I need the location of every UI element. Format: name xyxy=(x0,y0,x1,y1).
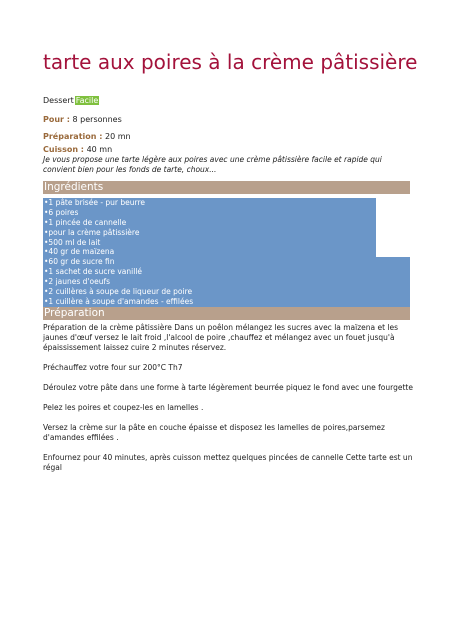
ingredient-item: •1 sachet de sucre vanillé xyxy=(43,267,410,277)
ingredients-heading: Ingrédients xyxy=(43,181,410,194)
ingredient-item: •2 cuillères à soupe de liqueur de poire xyxy=(43,287,410,297)
preparation-heading: Préparation xyxy=(43,307,410,320)
preparation-step: Préparation de la crème pâtissière Dans un poêlon mélangez les sucres avec la maïzena et les jaunes d'œuf versez le lait froid ,l'alcool de poire ,chauffez et mélangez avec un fouet jusqu'à épaississement laissez cuire 2 minutes réservez. xyxy=(43,323,399,352)
preparation-step: Versez la crème sur la pâte en couche épaisse et disposez les lamelles de poires,parsemez d'amandes effilées . xyxy=(43,423,385,442)
ingredients-list xyxy=(43,198,410,307)
preparation-step: Pelez les poires et coupez-les en lamelles . xyxy=(43,403,204,412)
ingredient-item: •pour la crème pâtissière xyxy=(43,228,376,238)
cook-time-line xyxy=(43,145,112,154)
cook-time-label: Cuisson : xyxy=(43,145,85,154)
preparation-step: Déroulez votre pâte dans une forme à tarte légèrement beurrée piquez le fond avec une fourgette xyxy=(43,383,413,392)
preparation-step: Enfournez pour 40 minutes, après cuisson mettez quelques pincées de cannelle Cette tarte est un régal xyxy=(43,453,413,472)
recipe-intro: Je vous propose une tarte légère aux poires avec une crème pâtissière facile et rapide qui convient bien pour les fonds de tarte, choux... xyxy=(43,155,382,174)
recipe-title: tarte aux poires à la crème pâtissière xyxy=(43,50,418,74)
servings-value: 8 personnes xyxy=(72,115,122,124)
category-label: Dessert xyxy=(43,96,74,105)
ingredient-item: •6 poires xyxy=(43,208,376,218)
prep-time-line xyxy=(43,132,131,141)
servings-label: Pour : xyxy=(43,115,70,124)
servings-line xyxy=(43,115,122,124)
ingredient-item: •40 gr de maïzena xyxy=(43,247,376,257)
ingredient-item: •500 ml de lait xyxy=(43,238,376,248)
prep-time-label: Préparation : xyxy=(43,132,103,141)
preparation-step: Préchauffez votre four sur 200°C Th7 xyxy=(43,363,183,372)
prep-time-value: 20 mn xyxy=(105,132,131,141)
difficulty-badge[interactable]: Facile xyxy=(75,96,99,105)
ingredient-item: •1 cuillère à soupe d'amandes - effilées xyxy=(43,297,410,307)
ingredient-item: •1 pincée de cannelle xyxy=(43,218,376,228)
preparation-steps xyxy=(43,323,413,483)
ingredient-item: •2 jaunes d'oeufs xyxy=(43,277,410,287)
category-line xyxy=(43,96,99,105)
ingredient-item: •1 pâte brisée - pur beurre xyxy=(43,198,376,208)
cook-time-value: 40 mn xyxy=(86,145,113,154)
ingredient-item: •60 gr de sucre fin xyxy=(43,257,410,267)
